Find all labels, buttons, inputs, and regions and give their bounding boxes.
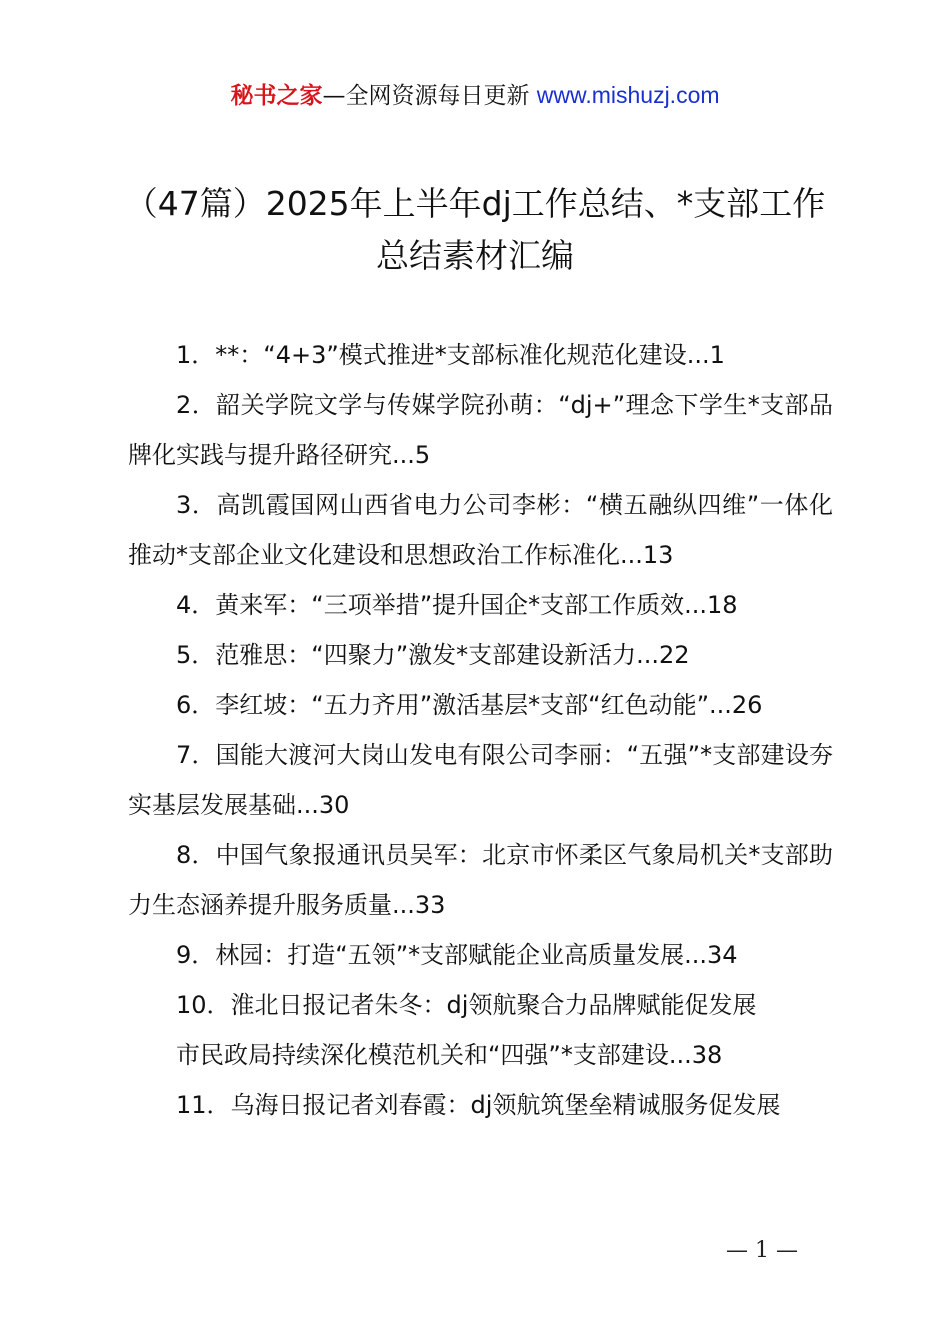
site-banner [0,78,950,113]
toc-entry: 2．韶关学院文学与传媒学院孙萌：“dj+”理念下学生*支部品牌化实践与提升路径研究...5 [128,391,833,469]
toc-entry: 7．国能大渡河大岗山发电有限公司李丽：“五强”*支部建设夯实基层发展基础...30 [128,741,833,819]
toc-entry: 1．**：“4+3”模式推进*支部标准化规范化建设...1 [176,341,725,369]
page-number: — 1 — [726,1238,798,1263]
table-of-contents [128,330,833,1130]
toc-entry: 10．淮北日报记者朱冬：dj领航聚合力品牌赋能促发展 [176,991,757,1019]
toc-entry: 3．高凯霞国网山西省电力公司李彬：“横五融纵四维”一体化推动*支部企业文化建设和思想政治工作标准化...13 [128,491,833,569]
toc-entry: 11．乌海日报记者刘春霞：dj领航筑堡垒精诚服务促发展 [176,1091,781,1119]
toc-entry: 5．范雅思：“四聚力”激发*支部建设新活力...22 [176,641,690,669]
document-title: （47篇）2025年上半年dj工作总结、*支部工作总结素材汇编 [124,184,826,275]
site-url[interactable]: www.mishuzj.com [536,82,720,108]
site-tagline: —全网资源每日更新 [322,83,537,109]
toc-entry: 6．李红坡：“五力齐用”激活基层*支部“红色动能”...26 [176,691,763,719]
toc-entry: 4．黄来军：“三项举措”提升国企*支部工作质效...18 [176,591,738,619]
toc-entry: 8．中国气象报通讯员吴军：北京市怀柔区气象局机关*支部助力生态涵养提升服务质量...33 [128,841,833,919]
toc-entry: 9．林园：打造“五领”*支部赋能企业高质量发展...34 [176,941,738,969]
site-brand: 秘书之家 [230,83,323,109]
toc-entry: 市民政局持续深化模范机关和“四强”*支部建设...38 [176,1041,723,1069]
